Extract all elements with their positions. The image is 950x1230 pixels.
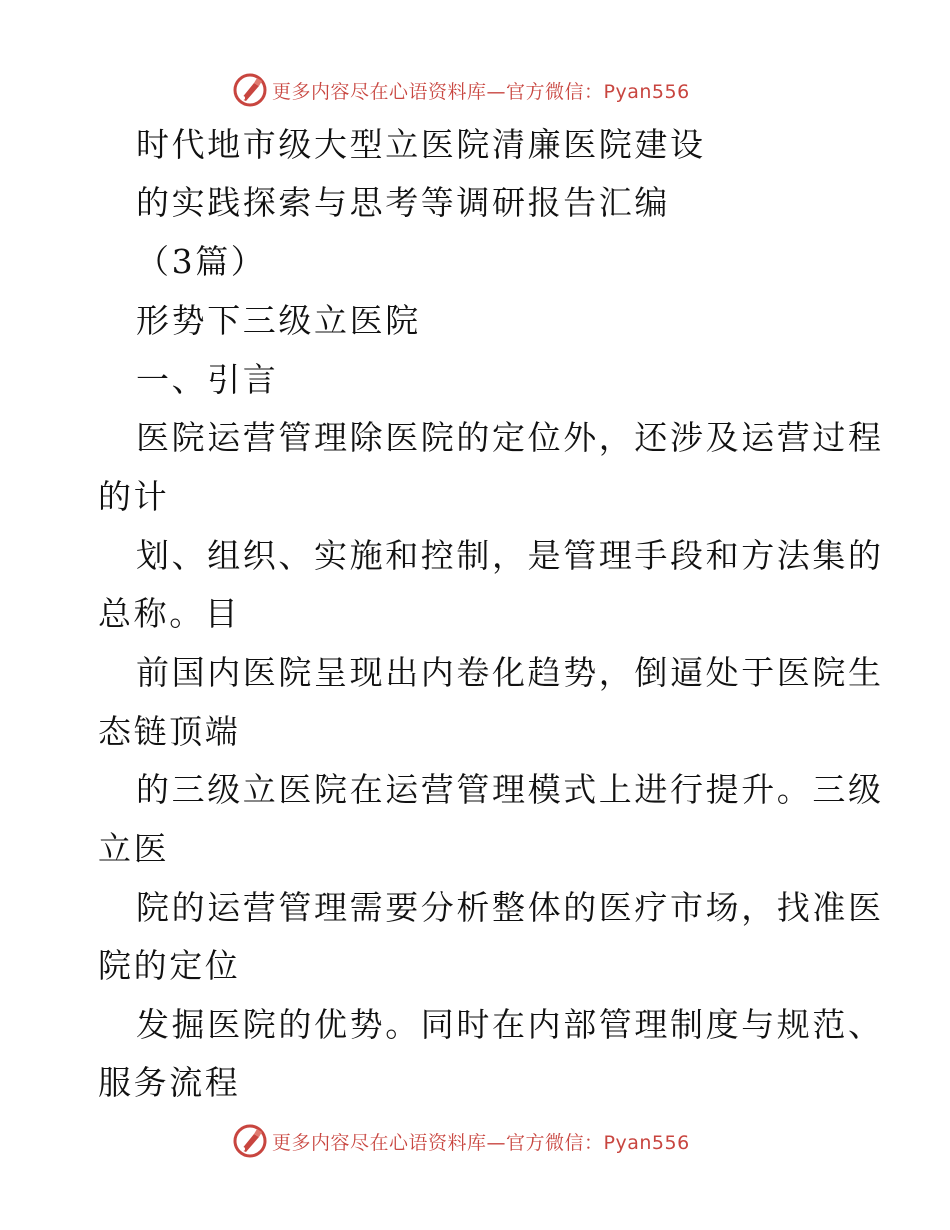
watermark-text: 更多内容尽在心语资料库—官方微信：Pyan556 — [272, 1131, 690, 1154]
body-line: 医院运营管理除医院的定位外，还涉及运营过程 — [136, 418, 884, 457]
document-title-line-2: 的实践探索与思考等调研报告汇编 — [136, 183, 670, 222]
body-line: 前国内医院呈现出内卷化趋势，倒逼处于医院生 — [136, 653, 884, 692]
watermark-text: 更多内容尽在心语资料库—官方微信：Pyan556 — [272, 80, 690, 103]
body-line: 划、组织、实施和控制，是管理手段和方法集的 — [136, 536, 884, 575]
body-line: 服务流程 — [98, 1063, 241, 1102]
header-watermark-banner — [232, 70, 690, 110]
body-line: 的三级立医院在运营管理模式上进行提升。三级 — [136, 770, 884, 809]
body-line: 的计 — [98, 477, 170, 516]
section-heading: 一、引言 — [136, 360, 279, 399]
body-line: 院的运营管理需要分析整体的医疗市场，找准医 — [136, 888, 884, 927]
body-line: 院的定位 — [98, 946, 241, 985]
body-line: 态链顶端 — [98, 712, 241, 751]
document-title-line-1: 时代地市级大型立医院清廉医院建设 — [136, 125, 706, 164]
document-title-line-3: （3篇） — [136, 242, 267, 281]
body-line: 立医 — [98, 829, 170, 868]
body-line: 总称。目 — [98, 594, 241, 633]
document-subtitle: 形势下三级立医院 — [136, 301, 421, 340]
pen-nib-logo-icon — [232, 1123, 268, 1159]
pen-nib-logo-icon — [232, 72, 268, 108]
body-line: 发掘医院的优势。同时在内部管理制度与规范、 — [136, 1005, 884, 1044]
footer-watermark-banner — [232, 1121, 690, 1161]
